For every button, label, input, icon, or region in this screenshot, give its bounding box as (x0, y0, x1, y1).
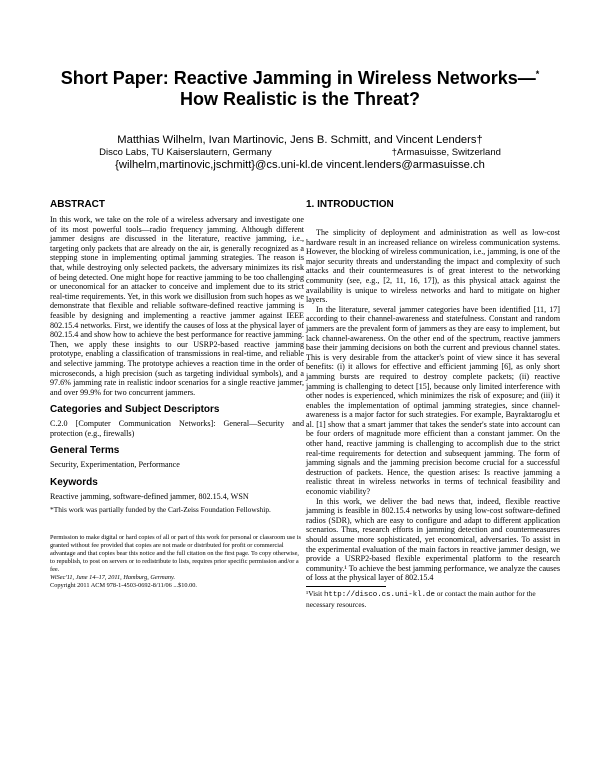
affiliations (40, 147, 560, 160)
author-emails: {wilhelm,martinovic,jschmitt}@cs.uni-kl.de vincent.lenders@armasuisse.ch (115, 159, 485, 171)
general-terms-heading: General Terms (50, 445, 120, 457)
affiliation-armasuisse: †Armasuisse, Switzerland (391, 146, 501, 158)
right-column (306, 228, 560, 609)
categories-text: C.2.0 [Computer Communication Networks]: General—Security and protection (e.g., firewalls) (50, 419, 304, 438)
url-footnote: ¹Visit http://disco.cs.uni-kl.de or contact the main author for the necessary resources. (306, 588, 536, 609)
introduction-heading: 1. INTRODUCTION (306, 199, 394, 210)
title-line-2: How Realistic is the Threat? (179, 89, 421, 109)
title-line-1: Short Paper: Reactive Jamming in Wireless Networks—* (60, 68, 540, 88)
intro-paragraph-1: The simplicity of deployment and administration as well as low-cost hardware result in an increased reliance on wireless communication systems. However, the blocking of wireless communication, i.e., jamming, is one of the major security threats and understanding the impact and complexity of such attacks and their countermeasures is of great interest to the networking community (see, e.g., [2, 11, 16, 17]), as this physical attack against the availability is unique to wireless networks and hard to mitigate on higher layers. (306, 228, 560, 305)
title-footnote-mark: * (535, 69, 540, 79)
disco-url-link[interactable]: http://disco.cs.uni-kl.de (324, 590, 435, 599)
general-terms-text: Security, Experimentation, Performance (50, 460, 180, 470)
abstract-heading: ABSTRACT (50, 199, 105, 210)
intro-paragraph-2: In the literature, several jammer categories have been identified [11, 17] according to their channel-awareness and statefulness. Constant and random jammers are the prevalent form of jammers as they are easy to implement, but lack channel-awareness. On the other end of the spectrum, reactive jammers base their jamming decisions on both the current and previous channel states. This is very desirable from the attacker's point of view since it has several benefits: (i) it allows for effective and efficient jamming [6], as only short jamming bursts are required to destroy complete packets; (ii) reactive jamming is challenging to detect [15], because only limited interference with other nodes is experienced, which minimizes the risk of exposure; and (iii) it enables the implementation of optimal jamming strategies, since channel-awareness is a major factor for such strategies. For example, Bayraktaroglu et al. [1] show that a smart jammer that takes the sender's state into account can be four orders of magnitude more efficient than a constant jammer. On the other hand, reactive jamming is challenging to accomplish due to the strict real-time requirements for detection and subsequent jamming. The form of jamming signals and the jamming precision become crucial for a successful destruction of packets. Hence, the question arises: Is reactive jamming a realistic threat in wireless networks in terms of technical feasibility and economic viability? (306, 304, 560, 497)
venue-line: WiSec'11, June 14–17, 2011, Hamburg, Germany. (50, 573, 176, 581)
funding-footnote: *This work was partially funded by the Carl-Zeiss Foundation Fellowship. (50, 504, 271, 514)
permission-notice: Permission to make digital or hard copies of all or part of this work for personal or classroom use is granted without fee provided that copies are not made or distributed for profit or commercial advantage and that copies bear this notice and the full citation on the first page. To copy otherwise, to republish, to post on servers or to redistribute to lists, requires prior specific permission and/or a fee. (50, 533, 301, 573)
keywords-heading: Keywords (50, 477, 98, 489)
abstract-text: In this work, we take on the role of a wireless adversary and investigate one of its most powerful tools—radio frequency jamming. Although different jammer designs are discussed in the literature, reactive jamming, i.e., targeting only packets that are already on the air, is generally recognized as a stepping stone in implementing optimal jamming strategies. The reason is that, while destroying only selected packets, the adversary minimizes its risk of being detected. One might hope for reactive jamming to be too challenging or uneconomical for an attacker to conceive and implement due to its strict real-time requirements. Yet, in this work we disillusion from such hopes as we demonstrate that flexible and reliable software-defined reactive jamming is feasible by designing and implementing a reactive jammer against IEEE 802.15.4 networks. First, we identify the causes of loss at the physical layer of 802.15.4 and show how to achieve the best performance for reactive jamming. Then, we apply these insights to our USRP2-based reactive jamming prototype, enabling a classification of transmissions in real-time, and reliable and selective jamming. The prototype achieves a reaction time in the order of microseconds, a high precision (such as targeting individual symbols), and a 97.6% jamming rate in realistic indoor scenarios for a single reactive jammer, and over 99.9% for two concurrent jammers. (50, 215, 304, 397)
author-names: Matthias Wilhelm, Ivan Martinovic, Jens B. Schmitt, and Vincent Lenders† (117, 134, 483, 146)
permission-block (50, 534, 304, 590)
intro-paragraph-3: In this work, we deliver the bad news that, indeed, flexible reactive jamming is feasible in 802.15.4 networks by using low-cost software-defined radios (SDR), which are easy to configure and adapt to different application scenarios. Thus, research efforts in jamming detection and countermeasures should assume more sophisticated, yet economical, adversaries. To assist in the experimental evaluation of the main factors in reactive jammer design, we provide a USRP2-based flexible experimental platform to the research community.¹ To achieve the best jamming performance, we analyze the causes of loss at the physical layer of 802.15.4 (306, 496, 560, 583)
left-column (50, 198, 304, 590)
keywords-text: Reactive jamming, software-defined jammer, 802.15.4, WSN (50, 492, 249, 502)
footnote-divider (306, 586, 386, 587)
copyright-line: Copyright 2011 ACM 978-1-4503-0692-8/11/06 ...$10.00. (50, 581, 197, 589)
author-block (40, 134, 560, 172)
categories-heading: Categories and Subject Descriptors (50, 404, 220, 416)
affiliation-disco-labs: Disco Labs, TU Kaiserslautern, Germany (99, 146, 272, 158)
paper-title (40, 64, 560, 110)
